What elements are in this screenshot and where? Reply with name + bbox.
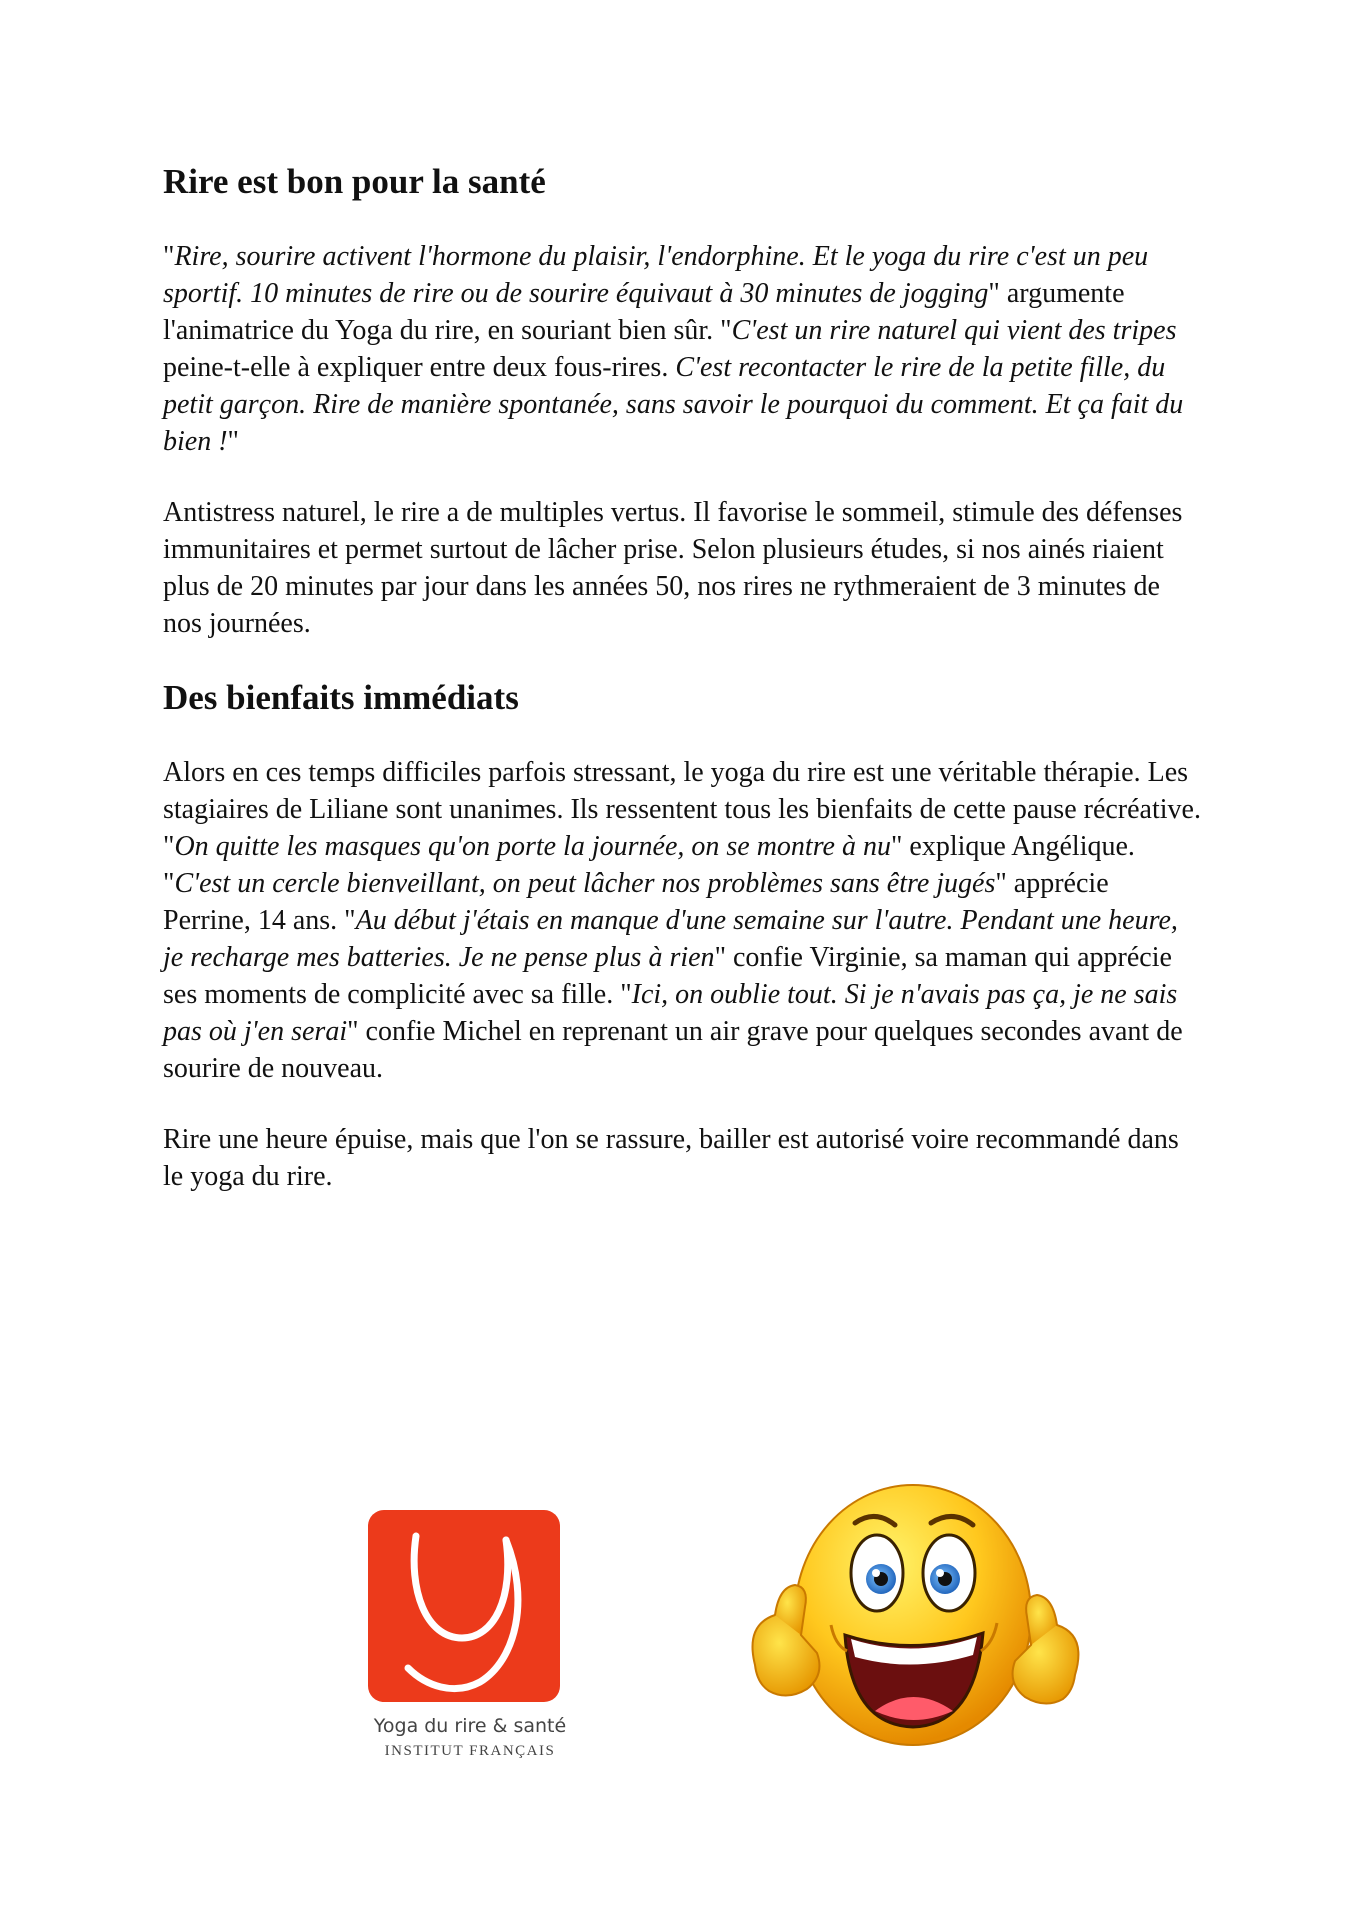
quote-text: Ici, on oublie tout. Si je n'avais pas ça, je ne sais pas où j'en serai [163,979,1178,1047]
quote-text: Rire, sourire activent l'hormone du plaisir, l'endorphine. Et le yoga du rire c'est un peu sportif. 10 minutes de rire ou de sourire équivaut à 30 minutes de jogging [163,241,1149,309]
quote-text: On quitte les masques qu'on porte la journée, on se montre à nu [174,831,891,862]
paragraph-quotes-2: Alors en ces temps difficiles parfois stressant, le yoga du rire est une véritable thérapie. Les stagiaires de Liliane sont unanimes. Ils ressentent tous les bienfaits de cette pause récréative. "On quitte les masques qu'on porte la journée, on se montre à nu" explique Angélique. "C'est un cercle bienveillant, on peut lâcher nos problèmes sans être jugés" apprécie Perrine, 14 ans. "Au début j'étais en manque d'une semaine sur l'autre. Pendant une heure, je recharge mes batteries. Je ne pense plus à rien" confie Virginie, sa maman qui apprécie ses moments de complicité avec sa fille. "Ici, on oublie tout. Si je n'avais pas ça, je ne sais pas où j'en serai" confie Michel en reprenant un air grave pour quelques secondes avant de sourire de nouveau. [163,757,1201,1084]
section-title-1: Rire est bon pour la santé [163,162,546,201]
quote-text: Au début j'étais en manque d'une semaine sur l'autre. Pendant une heure, je recharge mes batteries. Je ne pense plus à rien [163,905,1178,973]
paragraph-quote-1: "Rire, sourire activent l'hormone du plaisir, l'endorphine. Et le yoga du rire c'est un peu sportif. 10 minutes de rire ou de sourire équivaut à 30 minutes de jogging" argumente l'animatrice du Yoga du rire, en souriant bien sûr. "C'est un rire naturel qui vient des tripes peine-t-elle à expliquer entre deux fous-rires. C'est recontacter le rire de la petite fille, du petit garçon. Rire de manière spontanée, sans savoir le pourquoi du comment. Et ça fait du bien !" [163,241,1184,457]
paragraph-2: Antistress naturel, le rire a de multiples vertus. Il favorise le sommeil, stimule des défenses immunitaires et permet surtout de lâcher prise. Selon plusieurs études, si nos ainés riaient plus de 20 minutes par jour dans les années 50, nos rires ne rythmeraient de 3 minutes de nos journées. [163,497,1183,639]
y-logo-icon [368,1510,560,1702]
yoga-logo [345,1510,595,1770]
quote-text: C'est un rire naturel qui vient des tripes [731,315,1177,346]
document-body [163,160,1203,1195]
quote-text: C'est un cercle bienveillant, on peut lâcher nos problèmes sans être jugés [174,868,996,899]
quote-text: C'est recontacter le rire de la petite fille, du petit garçon. Rire de manière spontanée, sans savoir le pourquoi du comment. Et ça fait du bien ! [163,352,1184,457]
logo-title: Yoga du rire & santé [373,1715,567,1737]
smiley-thumbs-icon [735,1475,1095,1775]
section-title-2: Des bienfaits immédiats [163,678,519,717]
paragraph-final: Rire une heure épuise, mais que l'on se rassure, bailler est autorisé voire recommandé dans le yoga du rire. [163,1124,1179,1192]
logo-subtitle: INSTITUT FRANÇAIS [384,1743,556,1759]
